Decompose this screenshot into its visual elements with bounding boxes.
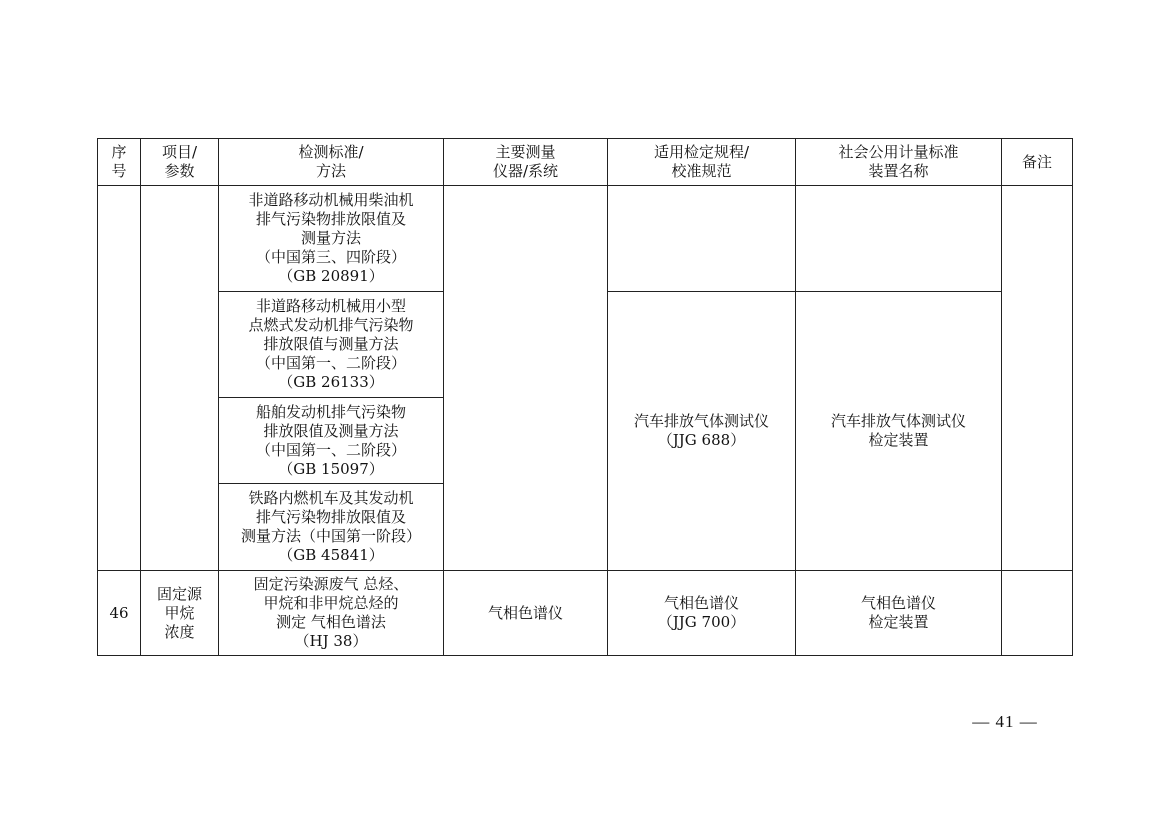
header-instrument: 主要测量 仪器/系统 — [444, 139, 608, 186]
seq-cell: 46 — [98, 571, 141, 656]
standard-cell: 非道路移动机械用小型 点燃式发动机排气污染物 排放限值与测量方法 （中国第一、二阶段） （GB 26133） — [219, 292, 444, 398]
table-row-46 — [98, 571, 1073, 656]
item-cell: 固定源 甲烷 浓度 — [141, 571, 219, 656]
table-row — [98, 186, 1073, 292]
remark-cell — [1002, 571, 1073, 656]
seq-cell-empty — [98, 186, 141, 571]
header-item: 项目/ 参数 — [141, 139, 219, 186]
standard-cell: 非道路移动机械用柴油机 排气污染物排放限值及 测量方法 （中国第三、四阶段） （GB 20891） — [219, 186, 444, 292]
instrument-cell: 气相色谱仪 — [444, 571, 608, 656]
standard-cell: 船舶发动机排气污染物 排放限值及测量方法 （中国第一、二阶段） （GB 15097） — [219, 398, 444, 484]
standard-cell: 固定污染源废气 总烃、 甲烷和非甲烷总烃的 测定 气相色谱法 （HJ 38） — [219, 571, 444, 656]
regulation-cell: 气相色谱仪 （JJG 700） — [608, 571, 796, 656]
remark-cell-empty — [1002, 186, 1073, 571]
item-cell-empty — [141, 186, 219, 571]
header-device: 社会公用计量标准 装置名称 — [796, 139, 1002, 186]
device-cell-merged: 汽车排放气体测试仪 检定装置 — [796, 292, 1002, 571]
instrument-cell-empty — [444, 186, 608, 571]
page-number: — 41 — — [972, 712, 1038, 731]
header-seq: 序 号 — [98, 139, 141, 186]
standards-table — [97, 138, 1073, 656]
header-regulation: 适用检定规程/ 校准规范 — [608, 139, 796, 186]
header-remark: 备注 — [1002, 139, 1073, 186]
standard-cell: 铁路内燃机车及其发动机 排气污染物排放限值及 测量方法（中国第一阶段） （GB 45841） — [219, 484, 444, 571]
header-standard: 检测标准/ 方法 — [219, 139, 444, 186]
device-cell-empty — [796, 186, 1002, 292]
regulation-cell-empty — [608, 186, 796, 292]
regulation-cell-merged: 汽车排放气体测试仪 （JJG 688） — [608, 292, 796, 571]
device-cell: 气相色谱仪 检定装置 — [796, 571, 1002, 656]
header-row — [98, 139, 1073, 186]
